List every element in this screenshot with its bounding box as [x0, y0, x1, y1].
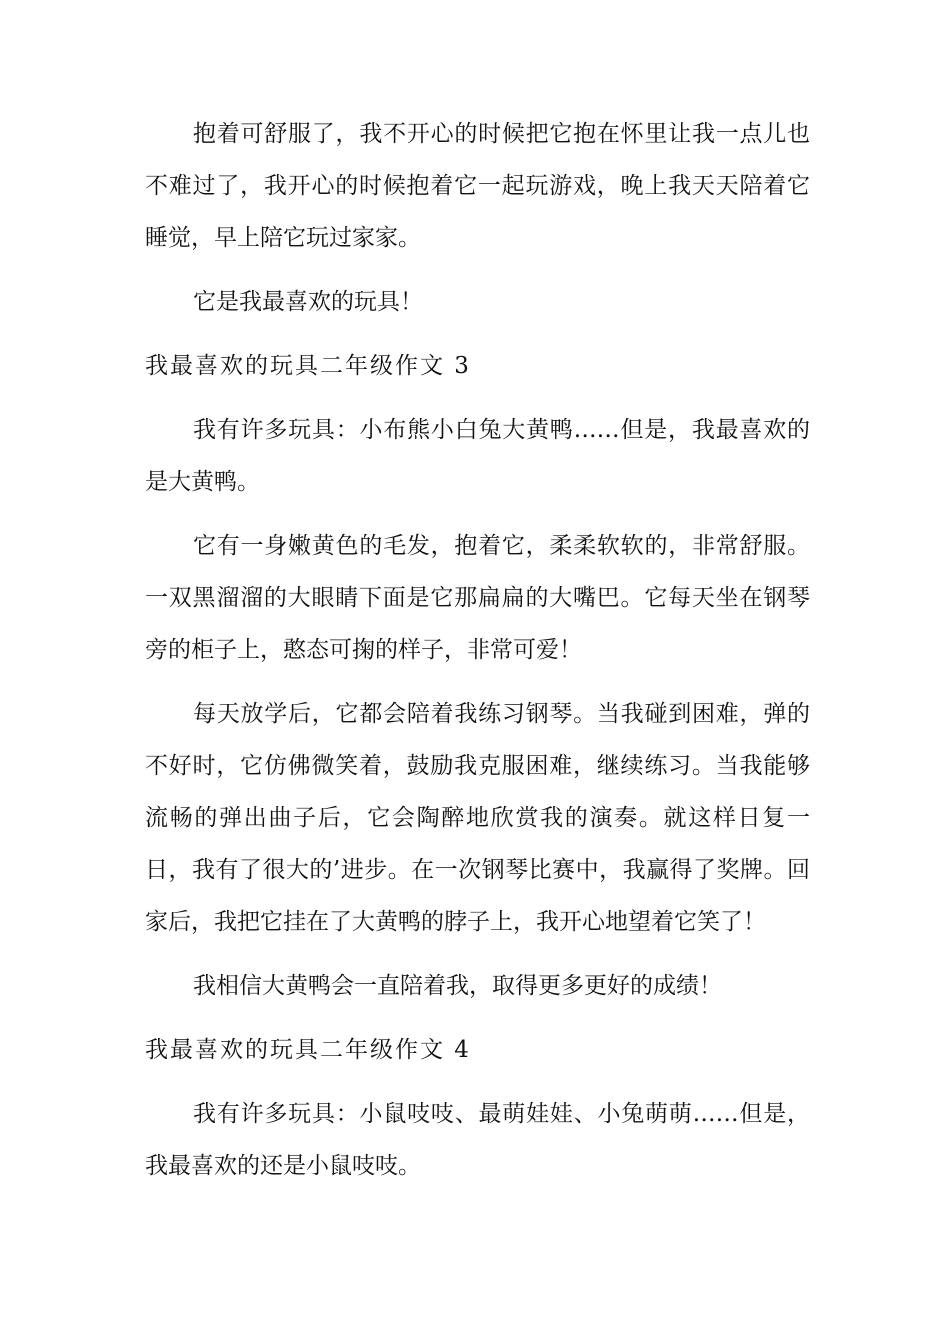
document-page: [145, 108, 810, 1192]
paragraph: 每天放学后，它都会陪着我练习钢琴。当我碰到困难，弹的不好时，它仿佛微笑着，鼓励我克服困难，继续练习。当我能够流畅的弹出曲子后，它会陶醉地欣赏我的演奏。就这样日复一日，我有了很大的’进步。在一次钢琴比赛中，我赢得了奖牌。回家后，我把它挂在了大黄鸭的脖子上，我开心地望着它笑了！: [145, 701, 810, 935]
paragraph: 我相信大黄鸭会一直陪着我，取得更多更好的成绩！: [193, 973, 722, 999]
section-heading-4: 我最喜欢的玩具二年级作文 4: [145, 1037, 471, 1063]
paragraph: 它有一身嫩黄色的毛发，抱着它，柔柔软软的，非常舒服。一双黑溜溜的大眼睛下面是它那扁扁的大嘴巴。它每天坐在钢琴旁的柜子上，憨态可掬的样子，非常可爱！: [145, 533, 810, 663]
paragraph: 我有许多玩具：小鼠吱吱、最萌娃娃、小兔萌萌……但是，我最喜欢的还是小鼠吱吱。: [145, 1101, 810, 1179]
paragraph: 抱着可舒服了，我不开心的时候把它抱在怀里让我一点儿也不难过了，我开心的时候抱着它一起玩游戏，晚上我天天陪着它睡觉，早上陪它玩过家家。: [145, 121, 810, 251]
paragraph: 它是我最喜欢的玩具！: [193, 289, 423, 315]
section-heading-3: 我最喜欢的玩具二年级作文 3: [145, 353, 471, 379]
paragraph: 我有许多玩具：小布熊小白兔大黄鸭……但是，我最喜欢的是大黄鸭。: [145, 417, 810, 495]
